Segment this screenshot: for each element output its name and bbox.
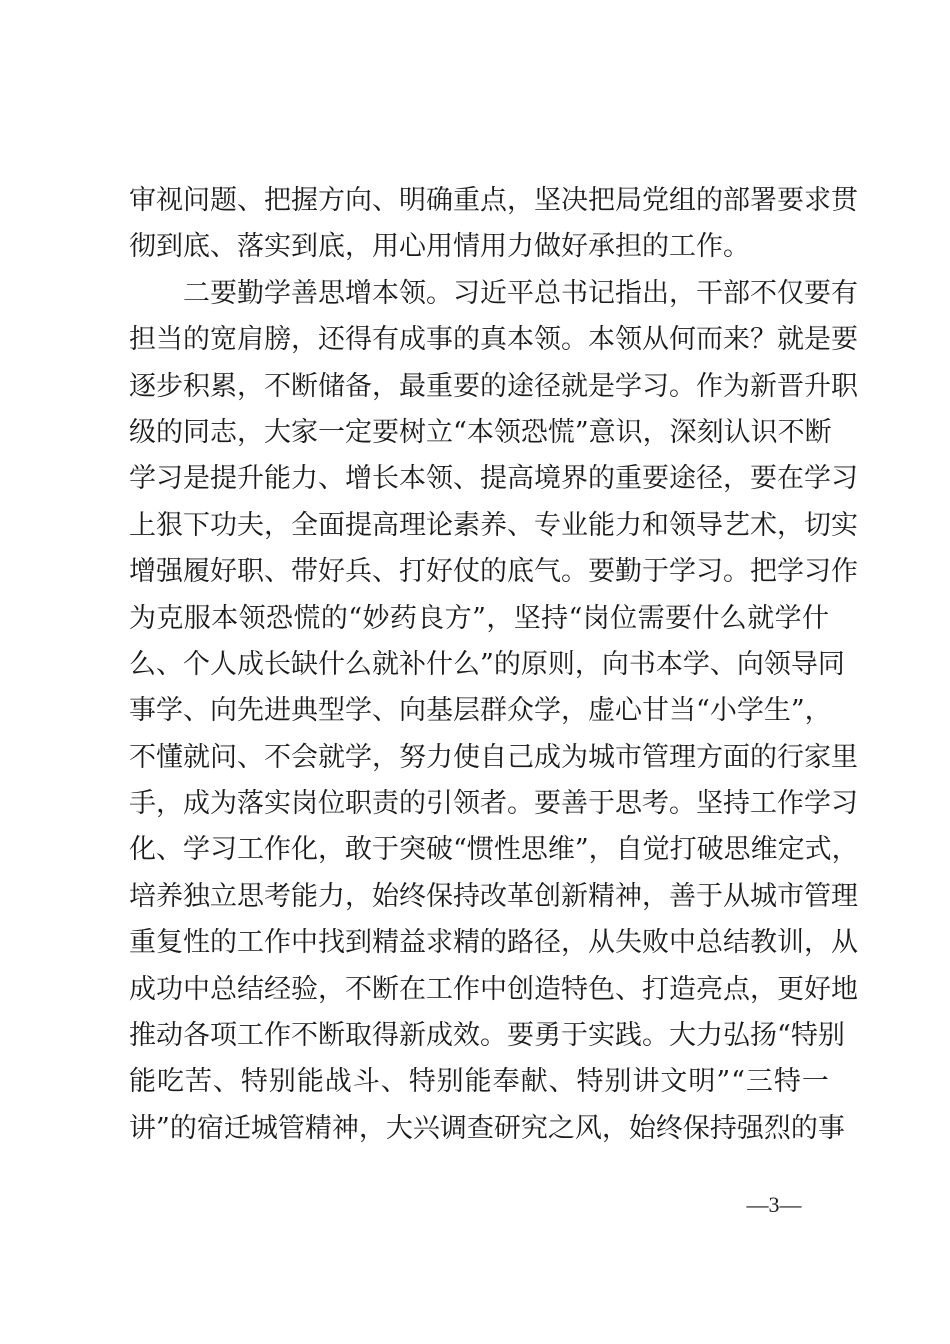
- text-line: 学 习 是 提 升 能 力 、 增 长 本 领 、 提 高 境 界 的 重 要 途 径 ， 要 在 学 习: [129, 463, 858, 495]
- text-line: 化 、 学 习 工 作 化 ， 敢 于 突 破 “ 惯 性 思 维 ” ， 自 觉 打 破 思 维 定 式 ，: [129, 834, 859, 866]
- text-line: 审 视 问 题 、 把 握 方 向 、 明 确 重 点 ， 坚 决 把 局 党 组 的 部 署 要 求 贯: [129, 185, 858, 216]
- text-line: 级 的 同 志 ， 大 家 一 定 要 树 立 “ 本 领 恐 慌 ” 意 识 ， 深 刻 认 识 不 断: [129, 416, 832, 448]
- text-line: 担 当 的 宽 肩 膀 ， 还 得 有 成 事 的 真 本 领 。 本 领 从 何 而 来 ？ 就 是 要: [129, 324, 858, 356]
- text-line: 么 、 个 人 成 长 缺 什 么 就 补 什 么 ” 的 原 则 ， 向 书 本 学 、 向 领 导 同: [129, 648, 845, 680]
- text-line: 彻到底、落实到底，用心用情用力做好承担的工作。: [129, 231, 750, 263]
- body-text: [129, 178, 859, 1152]
- text-line: 为 克 服 本 领 恐 慌 的 “ 妙 药 良 方 ” ， 坚 持 “ 岗 位 需 要 什 么 就 学 什: [129, 602, 829, 634]
- page-number: —3—: [746, 1192, 802, 1217]
- text-line: 事 学 、 向 先 进 典 型 学 、 向 基 层 群 众 学 ， 虚 心 甘 当 “ 小 学 生 ” ，: [129, 695, 832, 727]
- text-line: 成 功 中 总 结 经 验 ， 不 断 在 工 作 中 创 造 特 色 、 打 造 亮 点 ， 更 好 地: [129, 973, 858, 1005]
- text-line: 逐 步 积 累 ， 不 断 储 备 ， 最 重 要 的 途 径 就 是 学 习 。 作 为 新 晋 升 职: [129, 370, 858, 402]
- text-line: 不 懂 就 问 、 不 会 就 学 ， 努 力 使 自 己 成 为 城 市 管 理 方 面 的 行 家 里: [129, 741, 858, 773]
- text-line: 手 ， 成 为 落 实 岗 位 职 责 的 引 领 者 。 要 善 于 思 考 。 坚 持 工 作 学 习: [129, 788, 858, 820]
- text-line: 讲 ” 的 宿 迁 城 管 精 神 ， 大 兴 调 查 研 究 之 风 ， 始 终 保 持 强 烈 的 事: [129, 1112, 845, 1144]
- text-line: 上 狠 下 功 夫 ， 全 面 提 高 理 论 素 养 、 专 业 能 力 和 领 导 艺 术 ， 切 实: [129, 509, 858, 541]
- text-line: 能 吃 苦 、 特 别 能 战 斗 、 特 别 能 奉 献 、 特 别 讲 文 明 ” “ 三 特 一: [129, 1066, 829, 1098]
- text-line: 重 复 性 的 工 作 中 找 到 精 益 求 精 的 路 径 ， 从 失 败 中 总 结 教 训 ， 从: [129, 927, 858, 959]
- text-line: 增 强 履 好 职 、 带 好 兵 、 打 好 仗 的 底 气 。 要 勤 于 学 习 。 把 学 习 作: [129, 556, 858, 588]
- text-line: 培 养 独 立 思 考 能 力 ， 始 终 保 持 改 革 创 新 精 神 ， 善 于 从 城 市 管 理: [129, 880, 858, 912]
- text-line: 二 要 勤 学 善 思 增 本 领 。 习 近 平 总 书 记 指 出 ， 干 部 不 仅 要 有: [183, 277, 858, 309]
- text-line: 推 动 各 项 工 作 不 断 取 得 新 成 效 。 要 勇 于 实 践 。 大 力 弘 扬 “ 特 别: [129, 1020, 845, 1052]
